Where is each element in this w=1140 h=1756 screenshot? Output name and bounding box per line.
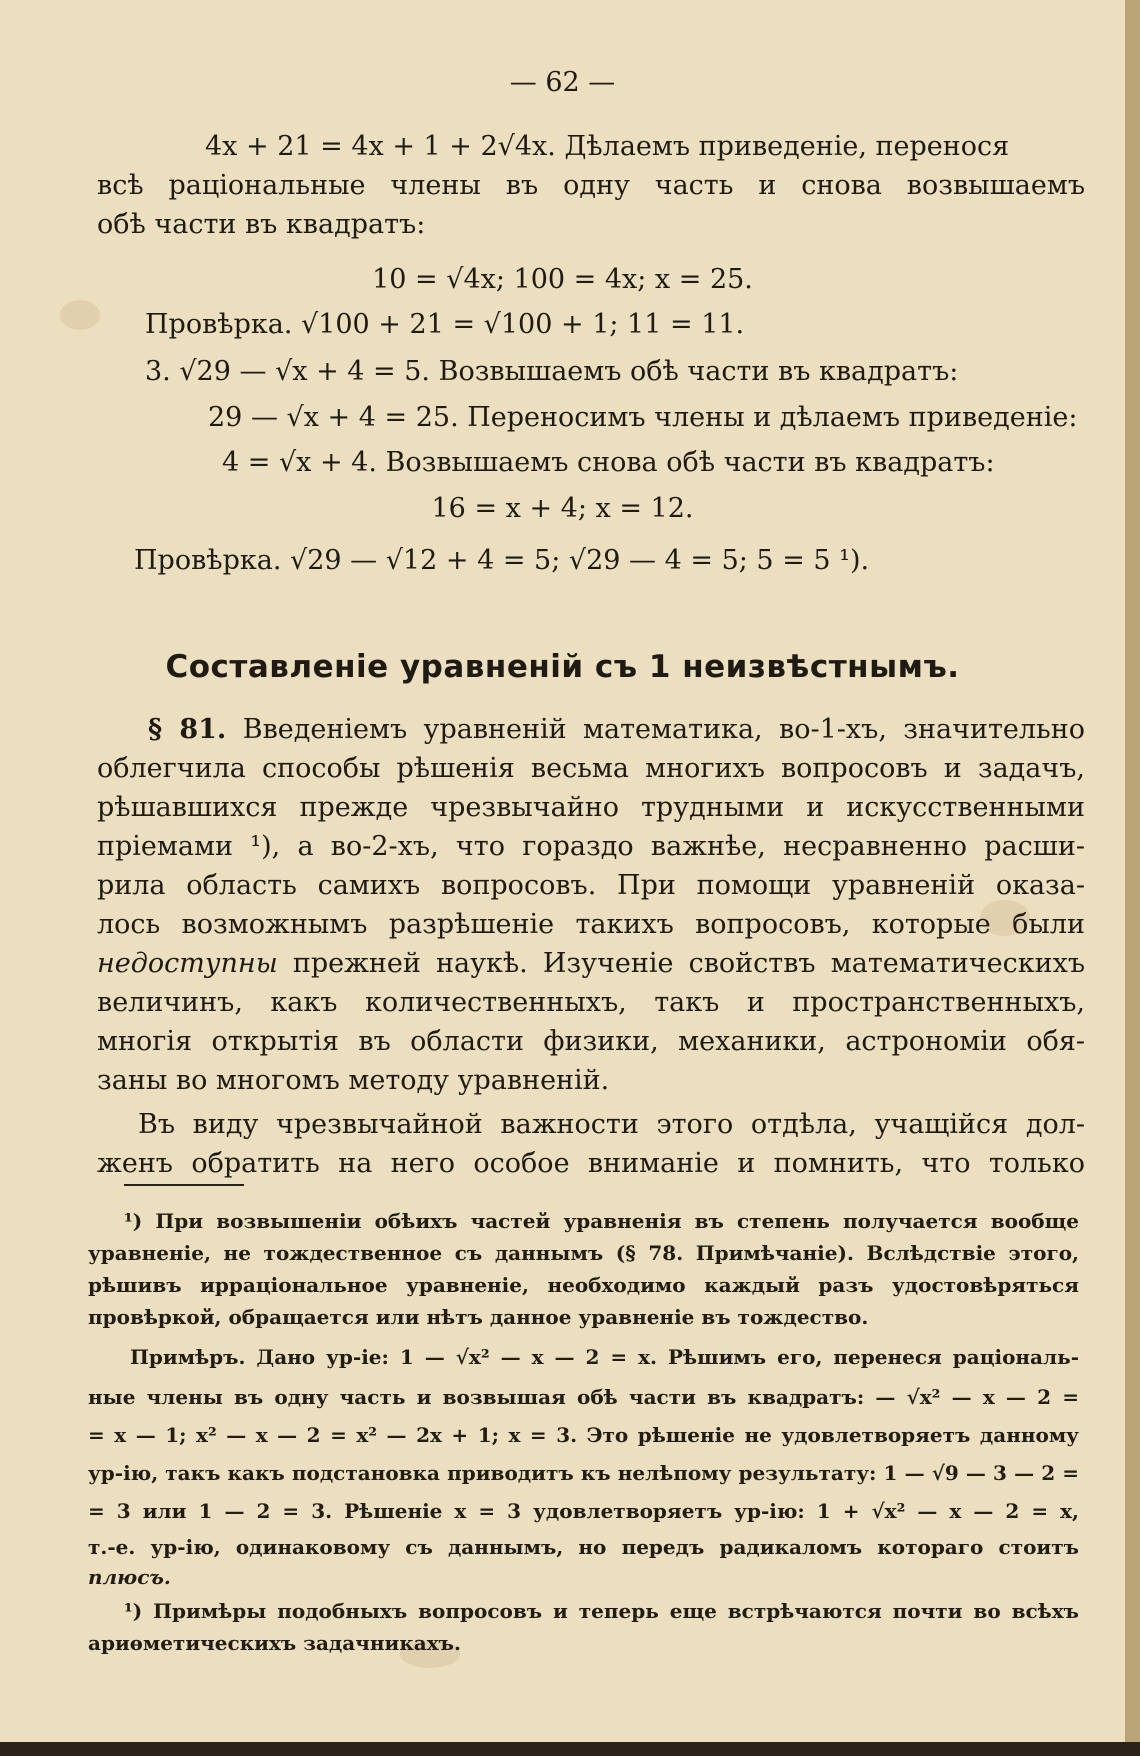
paragraph-text: прежней наукѣ. Изученіе свойствъ математическихъ	[292, 948, 1085, 979]
paragraph-line: лось возможнымъ разрѣшеніе такихъ вопросовъ, которые были	[97, 909, 1085, 940]
footnote-line: ур-ію, такъ какъ подстановка приводитъ къ нелѣпому результату: 1 — √9 — 3 — 2 =	[88, 1461, 1079, 1485]
paragraph-line: рила область самихъ вопросовъ. При помощи уравненій оказа-	[97, 870, 1085, 901]
paragraph-line: рѣшавшихся прежде чрезвычайно трудными и искусственными	[97, 792, 1085, 823]
section-heading: Составленіе уравненій съ 1 неизвѣстнымъ.	[165, 649, 960, 685]
footnote-line: ариѳметическихъ задачникахъ.	[88, 1631, 461, 1655]
footnote-line: ¹) При возвышеніи обѣихъ частей уравненія въ степень получается вообще	[124, 1209, 1079, 1233]
footnote-line: рѣшивъ ирраціональное уравненіе, необходимо каждый разъ удостовѣряться	[88, 1273, 1079, 1297]
paragraph-line: величинъ, какъ количественныхъ, такъ и пространственныхъ,	[97, 987, 1085, 1018]
check-line: Провѣрка. √29 — √12 + 4 = 5; √29 — 4 = 5; 5 = 5 ¹).	[134, 545, 870, 576]
page-number: — 62 —	[509, 67, 616, 98]
equation-line: 29 — √x + 4 = 25. Переносимъ члены и дѣлаемъ приведеніе:	[208, 402, 1078, 433]
paragraph-line: Въ виду чрезвычайной важности этого отдѣла, учащійся дол-	[138, 1109, 1085, 1140]
equation-line: 3. √29 — √x + 4 = 5. Возвышаемъ обѣ части въ квадратъ:	[145, 356, 959, 387]
paper-stain	[60, 300, 100, 330]
text-line: всѣ раціональные члены въ одну часть и снова возвышаемъ	[97, 170, 1085, 201]
footnote-line: уравненіе, не тождественное съ даннымъ (§ 78. Примѣчаніе). Вслѣдствіе этого,	[88, 1241, 1079, 1265]
footnote-line: ¹) Примѣры подобныхъ вопросовъ и теперь еще встрѣчаются почти во всѣхъ	[124, 1599, 1079, 1623]
paragraph-line	[148, 713, 1085, 747]
paragraph-line: заны во многомъ методу уравненій.	[97, 1065, 610, 1096]
paragraph-line	[97, 947, 1085, 981]
footnote-rule	[124, 1184, 244, 1186]
footnote-line: = 3 или 1 — 2 = 3. Рѣшеніе x = 3 удовлетворяетъ ур-ію: 1 + √x² — x — 2 = x,	[88, 1499, 1079, 1523]
section-mark: § 81.	[148, 714, 227, 745]
paragraph-line: пріемами ¹), а во-2-хъ, что гораздо важнѣе, несравненно расши-	[97, 831, 1085, 862]
paragraph-line: многія открытія въ области физики, механики, астрономіи обя-	[97, 1026, 1085, 1057]
footnote-line: провѣркой, обращается или нѣтъ данное уравненіе въ тождество.	[88, 1305, 869, 1329]
equation-line: 4 = √x + 4. Возвышаемъ снова обѣ части въ квадратъ:	[222, 447, 995, 478]
scan-border	[0, 1742, 1140, 1756]
check-line: Провѣрка. √100 + 21 = √100 + 1; 11 = 11.	[145, 309, 745, 340]
page-edge	[1125, 0, 1140, 1756]
footnote-line: т.-е. ур-ію, одинаковому съ даннымъ, но передъ радикаломъ котораго стоитъ	[88, 1535, 1079, 1559]
footnote-line: ные члены въ одну часть и возвышая обѣ части въ квадратъ: — √x² — x — 2 =	[88, 1385, 1079, 1409]
paragraph-line: женъ обратить на него особое вниманіе и помнить, что только	[97, 1148, 1085, 1179]
equation-line: 4x + 21 = 4x + 1 + 2√4x. Дѣлаемъ приведеніе, перенося	[205, 131, 1010, 162]
footnote-line: плюсъ.	[88, 1565, 171, 1589]
footnote-line: Примѣръ. Дано ур-іе: 1 — √x² — x — 2 = x. Рѣшимъ его, перенеся раціональ-	[130, 1345, 1079, 1369]
text-line: обѣ части въ квадратъ:	[97, 209, 426, 240]
equation-line: 16 = x + 4; x = 12.	[431, 493, 694, 524]
emphasis-word: недоступны	[97, 948, 278, 979]
footnote-line: = x — 1; x² — x — 2 = x² — 2x + 1; x = 3. Это рѣшеніе не удовлетворяетъ данному	[88, 1423, 1079, 1447]
paragraph-text: Введеніемъ уравненій математика, во-1-хъ, значительно	[242, 714, 1085, 745]
equation-line: 10 = √4x; 100 = 4x; x = 25.	[372, 264, 753, 295]
paragraph-line: облегчила способы рѣшенія весьма многихъ вопросовъ и задачъ,	[97, 753, 1085, 784]
